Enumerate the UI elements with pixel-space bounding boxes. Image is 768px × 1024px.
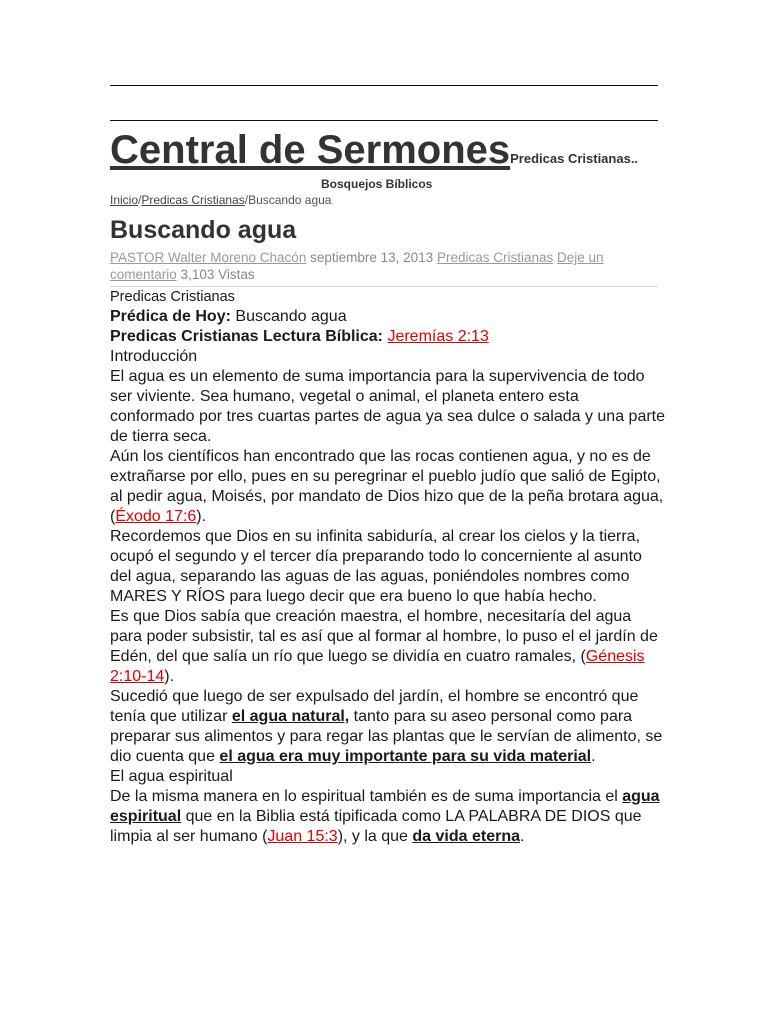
author-link[interactable]: PASTOR Walter Moreno Chacón xyxy=(110,250,307,265)
post-category-link[interactable]: Predicas Cristianas xyxy=(436,250,554,265)
view-count: 3,103 Vistas xyxy=(180,267,255,282)
emphasis-agua-natural: el agua natural, xyxy=(231,708,350,725)
post-title: Buscando agua xyxy=(110,216,297,244)
breadcrumb-separator: / xyxy=(244,193,249,207)
paragraph-6-text-c: ), y la que xyxy=(337,828,413,845)
post-meta xyxy=(110,249,658,283)
predica-label: Prédica de Hoy: xyxy=(110,308,231,325)
lectura-line xyxy=(110,327,665,347)
paragraph-5-text: Sucedió que luego de ser expulsado del jardín, el hombre se encontró que tenía que utilizar xyxy=(110,688,639,725)
site-header xyxy=(110,128,670,173)
paragraph-6 xyxy=(110,787,665,847)
scripture-ref-jeremias[interactable]: Jeremías 2:13 xyxy=(387,328,489,345)
paragraph-6-text-b: que en la Biblia está tipificada como LA PALABRA DE DIOS que limpia al ser humano ( xyxy=(110,808,642,845)
emphasis-vida-material: el agua era muy importante para su vida material xyxy=(219,748,592,765)
predica-value: Buscando agua xyxy=(235,308,347,325)
scripture-ref-exodo[interactable]: Éxodo 17:6 xyxy=(115,508,197,525)
site-tagline: Predicas Cristianas.. xyxy=(510,151,639,166)
paragraph-1: El agua es un elemento de suma importancia para la supervivencia de todo ser viviente. Sea humano, vegetal o animal, el planeta entero esta conformado por tres cuartas partes de agua ya sea dulce o salada y una parte de tierra seca. xyxy=(110,368,666,445)
comment-link[interactable]: Deje un comentario xyxy=(110,250,604,282)
emphasis-vida-eterna: da vida eterna xyxy=(412,828,520,845)
section-heading: El agua espiritual xyxy=(110,768,233,785)
paragraph-3: Recordemos que Dios en su infinita sabiduría, al crear los cielos y la tierra, ocupó el segundo y el tercer día preparando todo lo concerniente al asunto del agua, separando las aguas de las aguas, poniéndoles nombres como MARES Y RÍOS para luego decir que era bueno lo que había hecho. xyxy=(110,528,642,605)
paragraph-4-text: Es que Dios sabía que creación maestra, el hombre, necesitaría del agua para poder subsistir, tal es así que al formar al hombre, lo puso el el jardín de Edén, del que salía un río que luego se dividía en cuatro ramales, ( xyxy=(110,608,658,665)
article-category: Predicas Cristianas xyxy=(110,289,235,305)
breadcrumb-current: Buscando agua xyxy=(248,193,332,207)
breadcrumb-category[interactable]: Predicas Cristianas xyxy=(141,193,245,207)
paragraph-2-end: ). xyxy=(196,508,207,525)
paragraph-5-end: . xyxy=(591,748,596,765)
header-divider xyxy=(110,120,658,121)
paragraph-5-text-b: tanto para su aseo personal como para preparar sus alimentos y para regar las plantas que le servían de alimento, se dio cuenta que xyxy=(110,708,663,765)
paragraph-5 xyxy=(110,687,665,767)
breadcrumb xyxy=(110,193,331,207)
site-title-link[interactable]: Central de Sermones xyxy=(110,128,511,172)
top-divider xyxy=(110,85,658,86)
lectura-label: Predicas Cristianas Lectura Bíblica: xyxy=(110,328,383,345)
article-body xyxy=(110,287,665,847)
paragraph-6-end: . xyxy=(520,828,525,845)
site-subtagline: Bosquejos Bíblicos xyxy=(321,177,433,191)
post-date: septiembre 13, 2013 xyxy=(310,250,434,265)
scripture-ref-juan[interactable]: Juan 15:3 xyxy=(267,828,338,845)
breadcrumb-separator: / xyxy=(138,193,142,207)
paragraph-4 xyxy=(110,607,665,687)
paragraph-6-text: De la misma manera en lo espiritual también es de suma importancia el xyxy=(110,788,623,805)
paragraph-4-end: ). xyxy=(164,668,175,685)
breadcrumb-home[interactable]: Inicio xyxy=(110,193,139,207)
emphasis-agua-espiritual: agua espiritual xyxy=(110,788,660,825)
paragraph-2 xyxy=(110,447,665,527)
predica-line xyxy=(110,307,665,327)
paragraph-2-text: Aún los científicos han encontrado que las rocas contienen agua, y no es de extrañarse por ello, pues en su peregrinar el pueblo judío que salió de Egipto, al pedir agua, Moisés, por mandato de Dios hizo que de la peña brotara agua, ( xyxy=(110,448,664,525)
scripture-ref-genesis[interactable]: Génesis 2:10-14 xyxy=(110,648,645,685)
intro-heading: Introducción xyxy=(110,348,198,365)
